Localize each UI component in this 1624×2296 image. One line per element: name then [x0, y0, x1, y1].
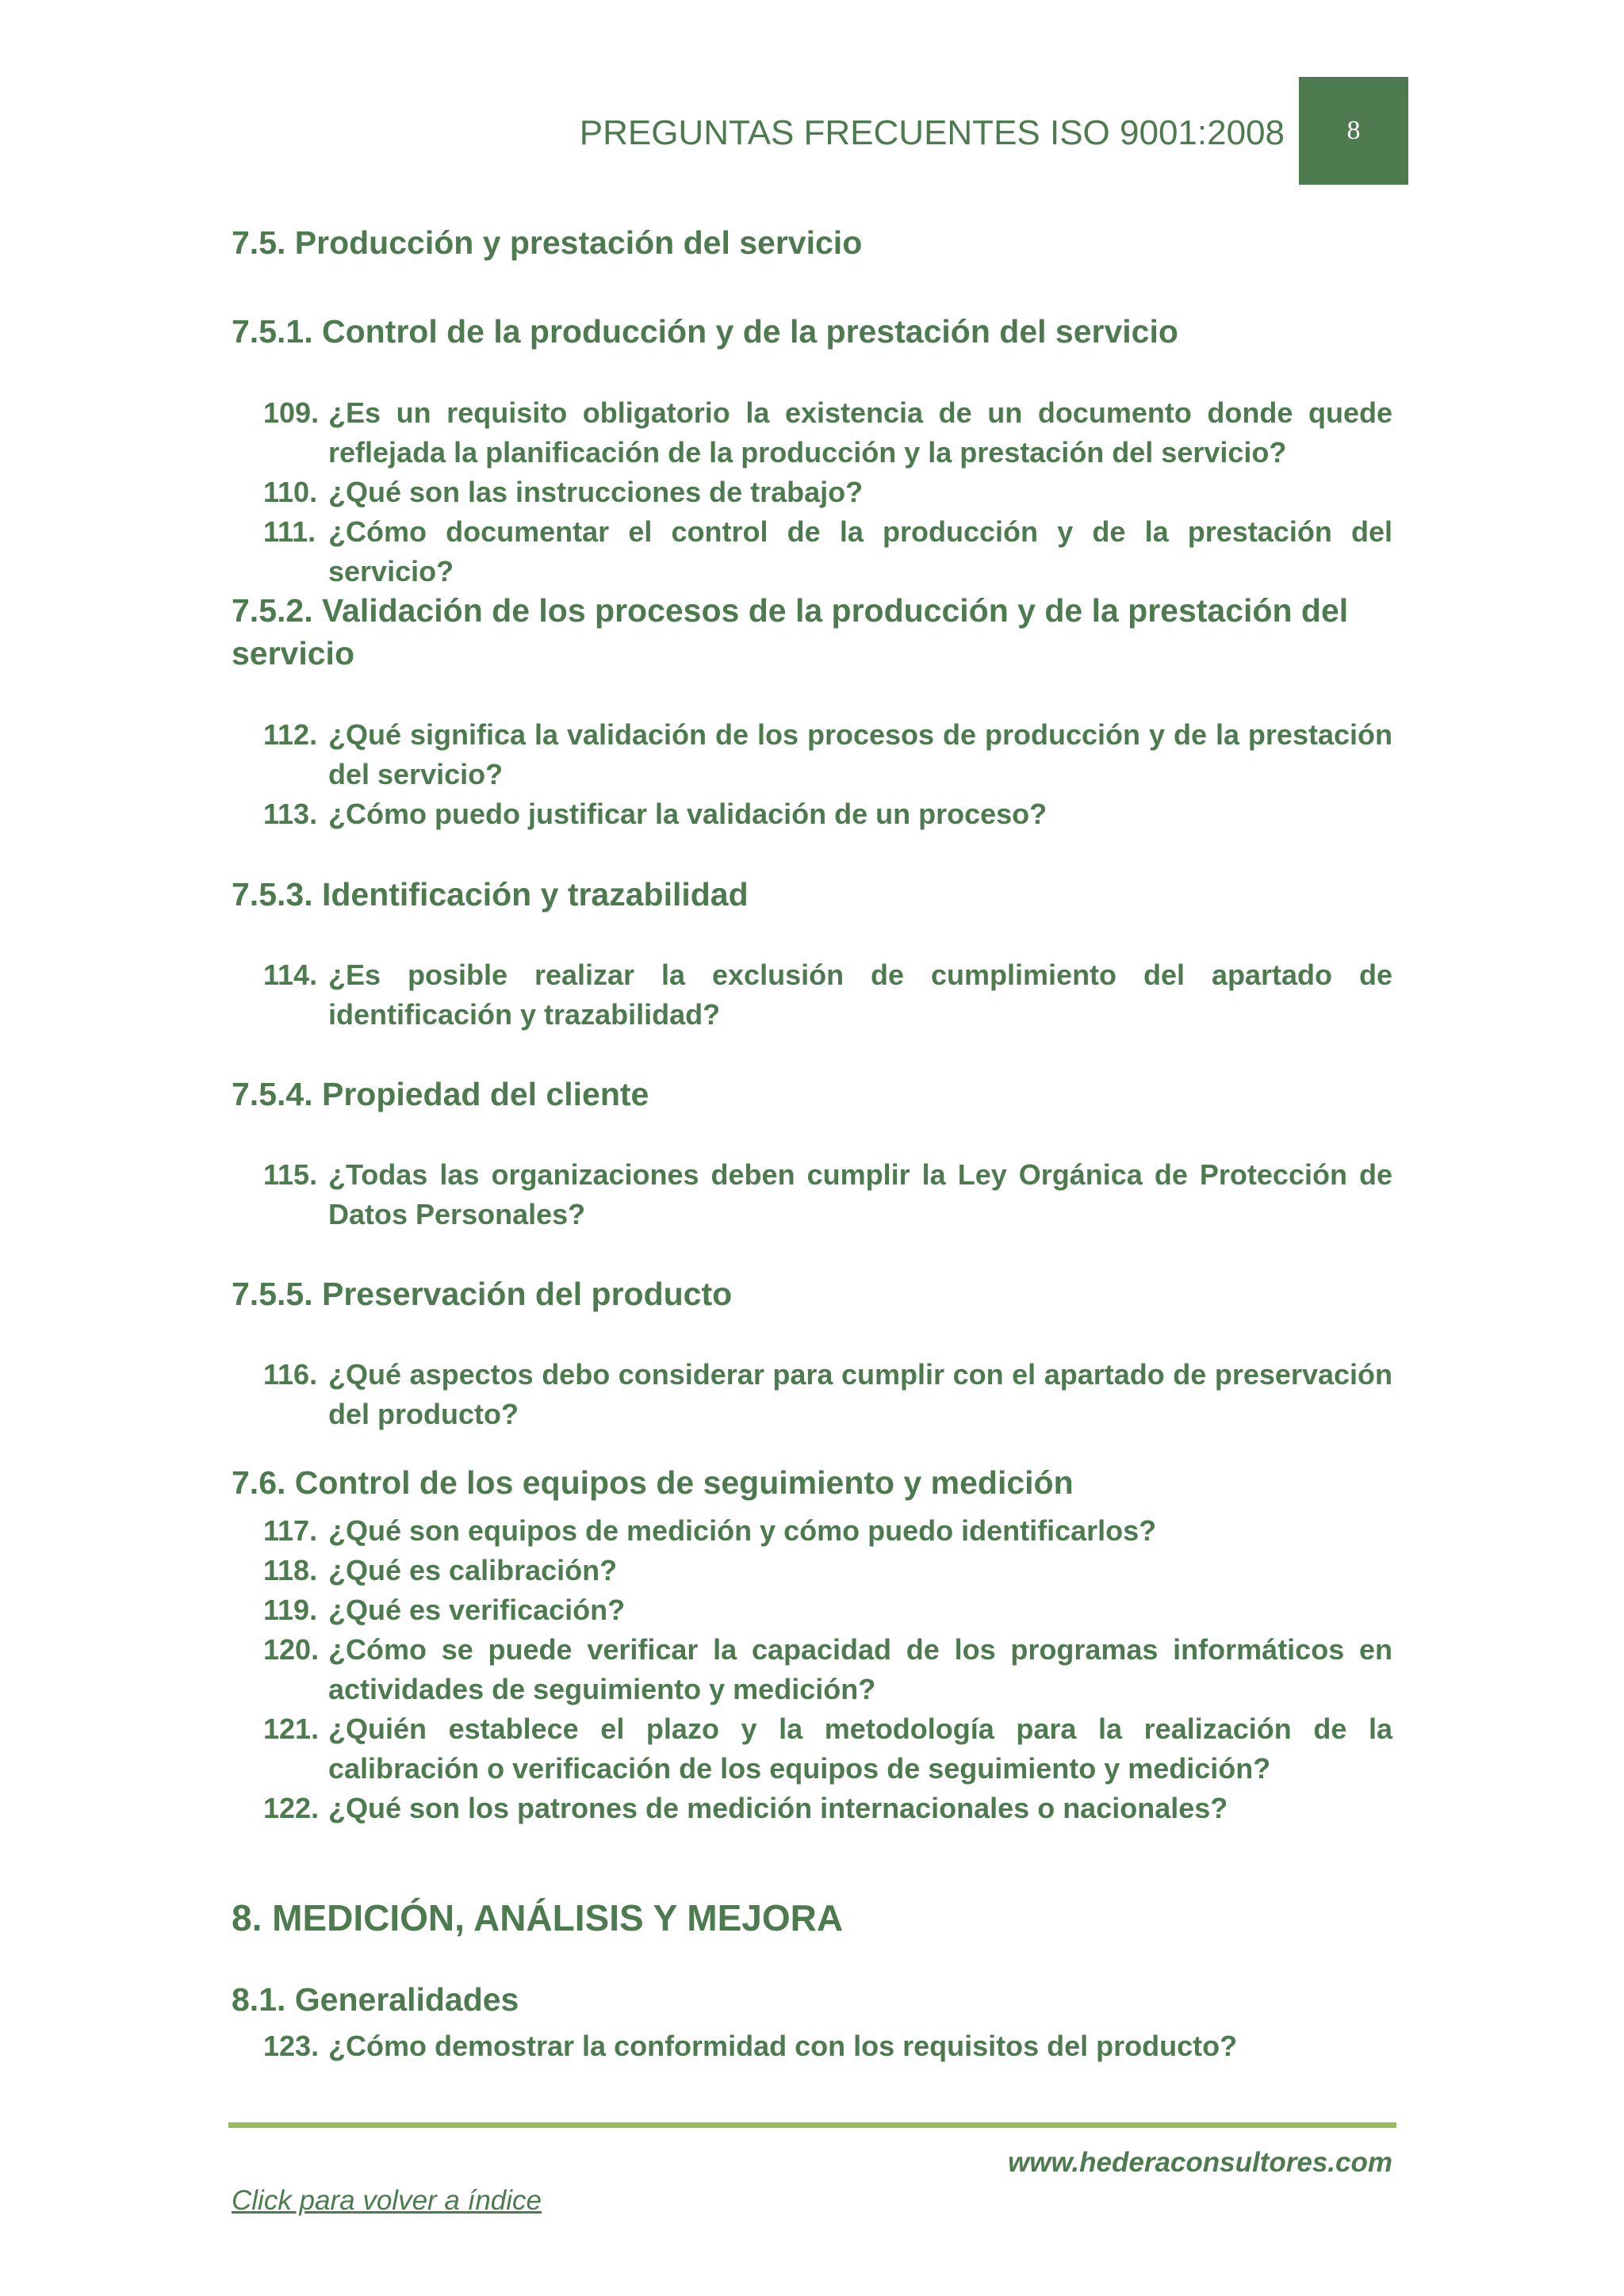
footer-website: www.hederaconsultores.com	[1008, 2147, 1392, 2178]
section-heading-7-5-2: 7.5.2. Validación de los procesos de la producción y de la prestación del servicio	[232, 592, 1349, 672]
question-122[interactable]	[263, 1789, 1392, 1828]
question-118[interactable]	[263, 1551, 1392, 1590]
question-number: 122.	[263, 1792, 320, 1824]
section-heading-7-5-3: 7.5.3. Identificación y trazabilidad	[232, 876, 749, 913]
question-number: 116.	[263, 1358, 318, 1391]
page-number-badge: 8	[1299, 77, 1408, 185]
question-115[interactable]	[263, 1155, 1392, 1234]
question-number: 111.	[263, 515, 316, 548]
question-number: 112.	[263, 718, 318, 751]
question-number: 117.	[263, 1514, 318, 1547]
header-title: PREGUNTAS FRECUENTES ISO 9001:2008	[579, 113, 1285, 152]
section-heading-7-5-4: 7.5.4. Propiedad del cliente	[232, 1076, 649, 1112]
question-text: ¿Qué son las instrucciones de trabajo?	[328, 476, 864, 508]
question-116[interactable]	[263, 1355, 1392, 1434]
question-111[interactable]	[263, 512, 1392, 591]
question-text: ¿Qué es calibración?	[328, 1554, 618, 1586]
question-121[interactable]	[263, 1709, 1392, 1789]
question-119[interactable]	[263, 1590, 1392, 1630]
question-text: ¿Quién establece el plazo y la metodología para la realización de la calibración o verificación de los equipos de seguimiento y medición?	[328, 1712, 1392, 1785]
question-text: ¿Qué son los patrones de medición internacionales o nacionales?	[328, 1792, 1228, 1824]
section-heading-7-5: 7.5. Producción y prestación del servicio	[232, 224, 863, 261]
back-to-index-link[interactable]: Click para volver a índice	[232, 2185, 542, 2216]
question-number: 118.	[263, 1554, 318, 1586]
question-text: ¿Cómo puedo justificar la validación de un proceso?	[328, 798, 1048, 830]
question-text: ¿Es un requisito obligatorio la existencia de un documento donde quede reflejada la planificación de la producción y la prestación del servicio?	[328, 396, 1392, 469]
question-text: ¿Qué son equipos de medición y cómo puedo identificarlos?	[328, 1514, 1157, 1547]
section-heading-7-5-1: 7.5.1. Control de la producción y de la prestación del servicio	[232, 313, 1178, 350]
question-text: ¿Es posible realizar la exclusión de cumplimiento del apartado de identificación y trazabilidad?	[328, 959, 1392, 1031]
question-number: 123.	[263, 2030, 320, 2062]
question-number: 121.	[263, 1712, 320, 1745]
footer-divider	[228, 2122, 1396, 2128]
question-number: 110.	[263, 476, 318, 508]
question-114[interactable]	[263, 955, 1392, 1035]
question-120[interactable]	[263, 1630, 1392, 1709]
question-number: 114.	[263, 959, 318, 991]
question-113[interactable]	[263, 794, 1392, 834]
question-text: ¿Cómo documentar el control de la producción y de la prestación del servicio?	[328, 515, 1392, 587]
chapter-heading-8: 8. MEDICIÓN, ANÁLISIS Y MEJORA	[232, 1897, 844, 1938]
question-number: 113.	[263, 798, 318, 830]
question-text: ¿Qué aspectos debo considerar para cumplir con el apartado de preservación del producto?	[328, 1358, 1392, 1430]
question-110[interactable]	[263, 473, 1392, 512]
question-text: ¿Qué es verificación?	[328, 1594, 626, 1626]
question-number: 115.	[263, 1158, 318, 1191]
question-number: 119.	[263, 1594, 318, 1626]
question-117[interactable]	[263, 1511, 1392, 1551]
question-text: ¿Cómo demostrar la conformidad con los requisitos del producto?	[328, 2030, 1238, 2062]
question-text: ¿Cómo se puede verificar la capacidad de los programas informáticos en actividades de seguimiento y medición?	[328, 1633, 1392, 1705]
section-heading-7-5-5: 7.5.5. Preservación del producto	[232, 1276, 733, 1312]
question-number: 120.	[263, 1633, 320, 1666]
question-text: ¿Todas las organizaciones deben cumplir la Ley Orgánica de Protección de Datos Personales?	[328, 1158, 1392, 1230]
question-109[interactable]	[263, 393, 1392, 473]
section-heading-8-1: 8.1. Generalidades	[232, 1981, 519, 2018]
question-text: ¿Qué significa la validación de los procesos de producción y de la prestación del servicio?	[328, 718, 1392, 790]
section-heading-7-6: 7.6. Control de los equipos de seguimiento y medición	[232, 1464, 1074, 1501]
question-123[interactable]	[263, 2026, 1392, 2066]
question-number: 109.	[263, 396, 320, 429]
question-112[interactable]	[263, 715, 1392, 794]
